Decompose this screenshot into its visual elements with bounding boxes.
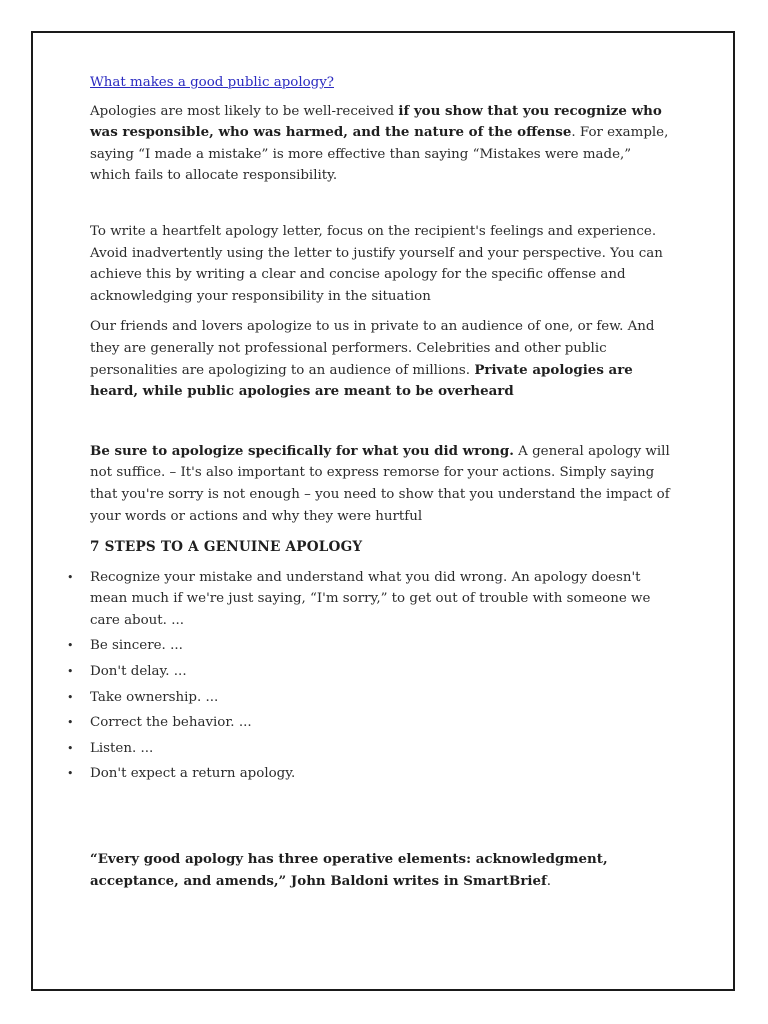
- quote-end: .: [546, 873, 552, 889]
- paragraph-private-vs-public: [90, 316, 675, 402]
- list-item: [67, 567, 675, 632]
- list-item: [67, 661, 675, 683]
- bullet-icon: •: [67, 639, 74, 653]
- paragraph-apology-letter: To write a heartfelt apology letter, focus on the recipient's feelings and experience. Avoid inadvertently using the letter to justify yourself and your perspective. You can achieve this by writing a clear and concise apology for the specific offense and acknowledging your responsibility in the situation: [90, 223, 663, 304]
- list-item-text: Don't expect a return apology.: [90, 766, 296, 782]
- list-item-text: Take ownership. ...: [90, 689, 219, 705]
- bullet-icon: •: [67, 665, 74, 679]
- heading-link[interactable]: What makes a good public apology?: [90, 75, 334, 90]
- list-item: [67, 687, 675, 709]
- bullet-icon: •: [67, 716, 74, 730]
- quote-text: “Every good apology has three operative elements: acknowledgment, acceptance, and amends,” John Baldoni writes in SmartBrief: [90, 851, 608, 889]
- steps-list: [67, 567, 675, 785]
- paragraph-bold-text: Be sure to apologize specifically for what you did wrong.: [90, 442, 514, 459]
- paragraph-text: Our friends and lovers apologize to us in private to an audience of one, or few. And they are generally not professional performers. Celebrities and other public personalities are apologizing to an audience of millions.: [90, 319, 655, 378]
- bullet-icon: •: [67, 570, 74, 584]
- list-item: [67, 712, 675, 734]
- paragraph-bold-text: if you show that you recognize who was responsible, who was harmed, and the nature of the offense: [90, 102, 662, 141]
- list-item-text: Recognize your mistake and understand what you did wrong. An apology doesn't mean much if we're just saying, “I'm sorry,” to get out of trouble with someone we care about. ...: [90, 569, 651, 628]
- list-item: [67, 738, 675, 760]
- list-item-text: Listen. ...: [90, 740, 154, 756]
- list-item: [67, 635, 675, 657]
- paragraph-text: . For example, saying “I made a mistake” is more effective than saying “Mistakes were made,” which fails to allocate responsibility.: [90, 125, 669, 184]
- list-item-text: Don't delay. ...: [90, 664, 187, 680]
- paragraph-public-apology: [90, 101, 675, 187]
- paragraph-apologize-specifically: [90, 441, 675, 527]
- list-item-text: Be sincere. ...: [90, 638, 183, 654]
- paragraph-text: A general apology will not suffice. – It's also important to express remorse for your actions. Simply saying that you're sorry is not enough – you need to show that you understand the impact of your words or actions and why they were hurtful: [90, 443, 670, 524]
- bullet-icon: •: [67, 741, 74, 755]
- list-item: [67, 763, 675, 785]
- paragraph-text: Apologies are most likely to be well-received: [90, 103, 399, 119]
- bullet-icon: •: [67, 767, 74, 781]
- steps-heading: 7 STEPS TO A GENUINE APOLOGY: [90, 539, 363, 556]
- paragraph-bold-text: Private apologies are heard, while public apologies are meant to be overheard: [90, 361, 633, 400]
- document-body: [67, 72, 675, 901]
- list-item-text: Correct the behavior. ...: [90, 715, 252, 731]
- closing-quote: [90, 849, 675, 892]
- bullet-icon: •: [67, 690, 74, 704]
